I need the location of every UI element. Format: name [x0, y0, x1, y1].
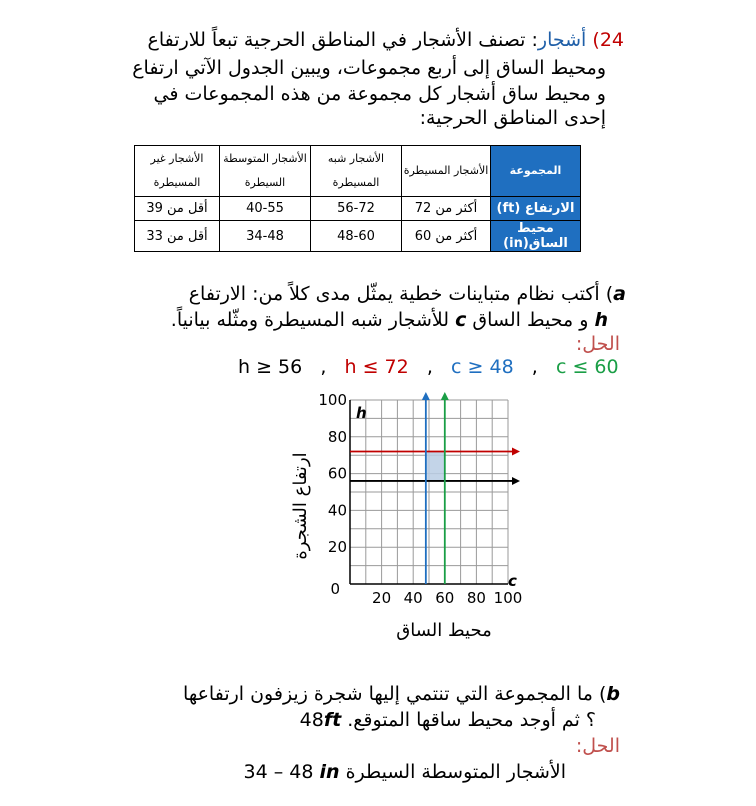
- problem-line-4: إحدى المناطق الحرجية:: [419, 107, 606, 129]
- separator: ,: [531, 356, 538, 378]
- inequalities: [238, 356, 619, 378]
- part-a-text-3: للأشجار شبه المسيطرة ومثّله بيانياً.: [170, 309, 450, 331]
- part-b-text-2: ؟ ثم أوجد محيط ساقها المتوقع.: [347, 709, 596, 731]
- part-a-letter: a: [613, 283, 626, 305]
- y-tick-label: 40: [327, 501, 347, 520]
- problem-text-1: : تصنف الأشجار في المناطق الحرجية تبعاً للارتفاع: [147, 29, 538, 51]
- table-row-label: الارتفاع (ft): [491, 197, 581, 221]
- y-tick-label: 100: [318, 391, 347, 409]
- y-variable-label: h: [356, 404, 367, 422]
- table-header: الأشجار غير المسيطرة: [135, 146, 220, 197]
- x-tick-label: 100: [493, 589, 523, 607]
- part-b-line-2: [36, 708, 596, 732]
- problem-number: 24): [592, 29, 624, 51]
- table-cell: أكثر من 60: [402, 221, 491, 252]
- part-a-solution-label: الحل:: [575, 333, 620, 355]
- inequality-3: c ≥ 48: [451, 356, 514, 378]
- part-b-solution-label: الحل:: [575, 735, 620, 757]
- table-cell: أقل من 33: [135, 221, 220, 252]
- part-a-text-1: أكتب نظام متباينات خطية يمثّل مدى كلاً من: الارتفاع: [188, 283, 600, 305]
- y-tick-label: 80: [327, 427, 347, 446]
- x-tick-label: 40: [403, 589, 423, 607]
- arrow-up-icon: [441, 392, 449, 400]
- answer-value: 34 – 48: [243, 761, 314, 783]
- part-b-text-1: ما المجموعة التي تنتمي إليها شجرة زيزفون ارتفاعها: [183, 683, 593, 705]
- problem-line-2: ومحيط الساق إلى أربع مجموعات، ويبين الجدول الآتي ارتفاع: [132, 57, 606, 79]
- part-b-letter: b: [606, 683, 620, 705]
- part-b-line-1: b) ما المجموعة التي تنتمي إليها شجرة زيزفون ارتفاعها: [183, 683, 620, 705]
- table-header: الأشجار المتوسطة السيطرة: [220, 146, 311, 197]
- problem-line-3: و محيط ساق أشجار كل مجموعة من هذه المجموعات في: [153, 83, 606, 105]
- table-header-group: المجموعة: [491, 146, 581, 197]
- table-cell: 56-72: [311, 197, 402, 221]
- arrow-right-icon: [512, 448, 520, 456]
- table-cell: 48-60: [311, 221, 402, 252]
- part-a-text-2: و محيط الساق: [472, 309, 589, 331]
- answer-text: الأشجار المتوسطة السيطرة: [345, 761, 566, 783]
- x-tick-label: 20: [372, 589, 392, 607]
- separator: ,: [426, 356, 433, 378]
- groups-table: [134, 145, 581, 252]
- boundary-lines: [350, 392, 520, 584]
- x-tick-label: 80: [466, 589, 486, 607]
- solution-region: [426, 452, 445, 481]
- problem-keyword: أشجار: [537, 29, 587, 51]
- inequality-graph: [260, 388, 550, 648]
- var-h: h: [594, 309, 608, 331]
- table-cell: 40-55: [220, 197, 311, 221]
- x-axis-title: محيط الساق: [396, 620, 492, 641]
- table-cell: 34-48: [220, 221, 311, 252]
- arrow-up-icon: [422, 392, 430, 400]
- origin-label: 0: [330, 580, 340, 598]
- grid: [350, 400, 508, 584]
- separator: ,: [320, 356, 327, 378]
- part-a-line-1: a) أكتب نظام متباينات خطية يمثّل مدى كلاً من: الارتفاع: [188, 283, 626, 305]
- x-tick-label: 60: [435, 589, 455, 607]
- arrow-right-icon: [512, 477, 520, 485]
- problem-line-1: [64, 28, 624, 52]
- y-tick-label: 60: [327, 464, 347, 483]
- part-a-line-2: [48, 308, 608, 332]
- part-b-unit: ft: [323, 709, 342, 731]
- y-axis-title: ارتفاع الشجرة: [290, 452, 311, 560]
- y-tick-label: 20: [327, 538, 347, 557]
- part-b-value: 48: [299, 709, 324, 731]
- inequality-1: h ≥ 56: [238, 356, 303, 378]
- answer-unit: in: [319, 761, 340, 783]
- part-b-answer: [6, 760, 566, 784]
- table-cell: أقل من 39: [135, 197, 220, 221]
- table-header: الأشجار المسيطرة: [402, 146, 491, 197]
- inequality-2: h ≤ 72: [344, 356, 409, 378]
- x-variable-label: c: [508, 572, 517, 590]
- table-cell: أكثر من 72: [402, 197, 491, 221]
- inequality-4: c ≤ 60: [555, 356, 619, 378]
- table-header: الأشجار شبه المسيطرة: [311, 146, 402, 197]
- var-c: c: [455, 309, 467, 331]
- table-row-label: محيط الساق(in): [491, 221, 581, 252]
